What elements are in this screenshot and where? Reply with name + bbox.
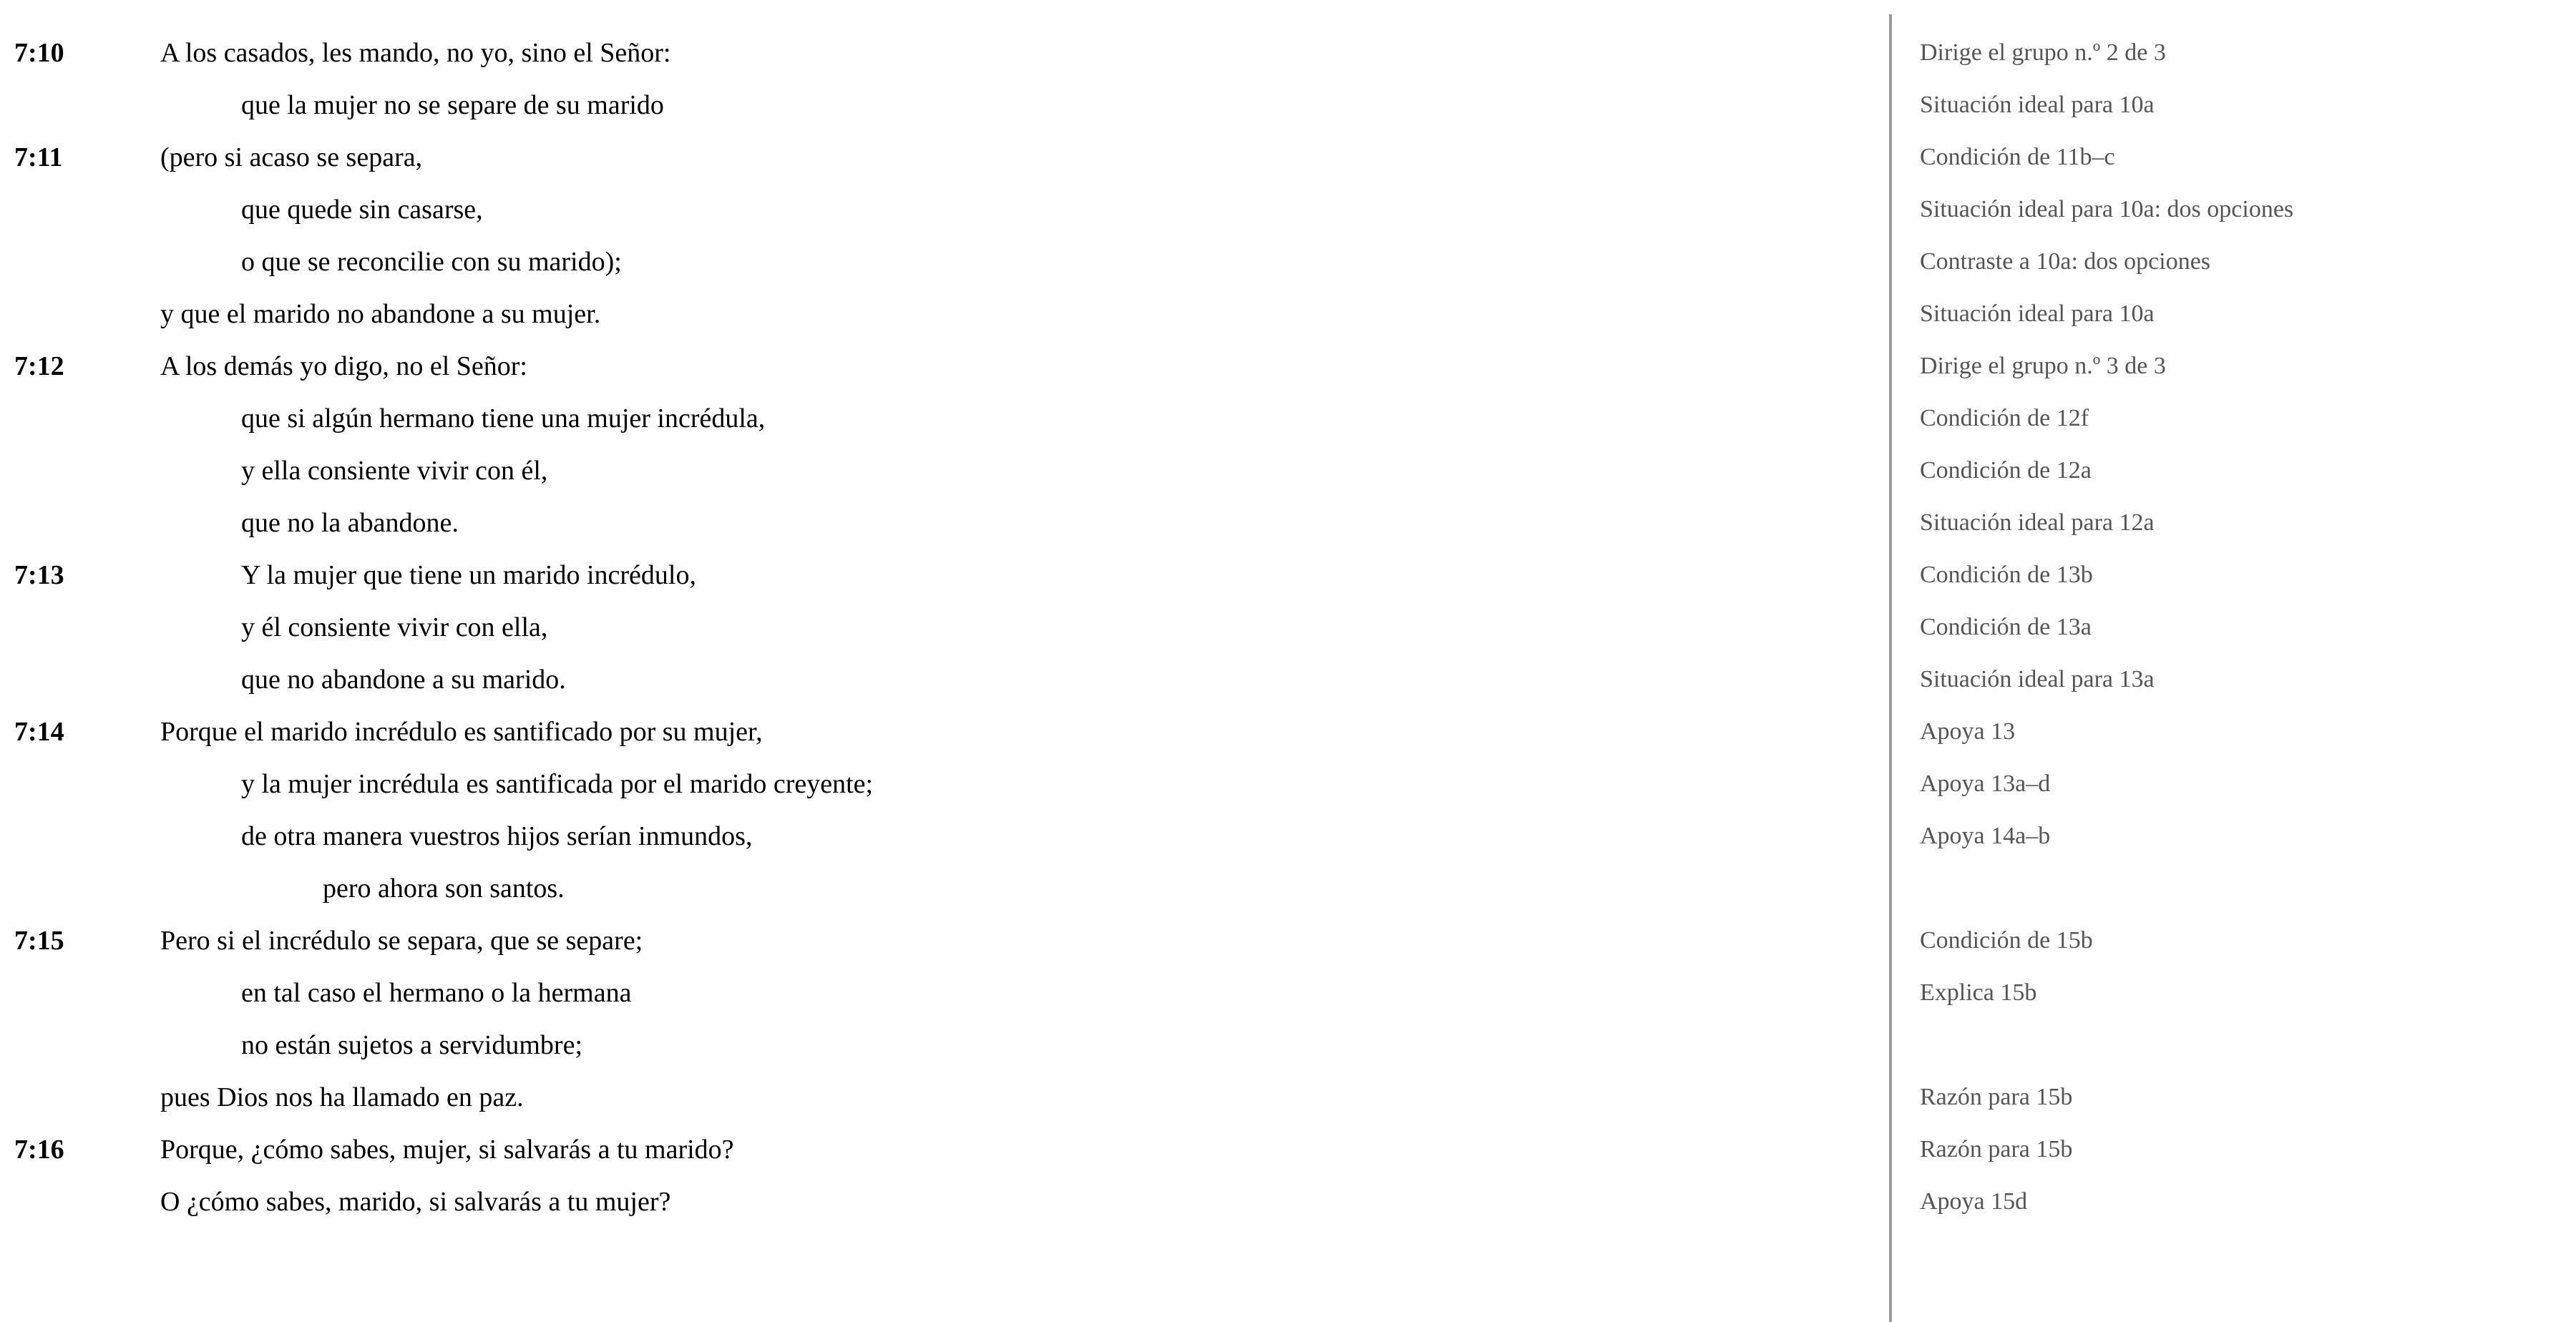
outline-row	[0, 503, 2576, 555]
verse-clause: y él consiente vivir con ella,	[241, 612, 548, 642]
verse-clause: pero ahora son santos.	[323, 873, 565, 904]
outline-row	[0, 190, 2576, 242]
clause-annotation: Apoya 15d	[1920, 1188, 2028, 1215]
verse-clause: y la mujer incrédula es santificada por el marido creyente;	[241, 769, 874, 799]
clause-annotation: Condición de 11b–c	[1920, 144, 2115, 170]
verse-clause: (pero si acaso se separa,	[160, 142, 423, 172]
outline-row	[0, 921, 2576, 973]
outline-row	[0, 33, 2576, 85]
outline-row	[0, 555, 2576, 607]
clause-annotation: Contraste a 10a: dos opciones	[1920, 248, 2211, 275]
verse-clause: y ella consiente vivir con él,	[241, 456, 548, 486]
verse-clause: Porque el marido incrédulo es santificado por su mujer,	[160, 717, 763, 747]
clause-annotation: Condición de 12f	[1920, 405, 2089, 431]
outline-row	[0, 1077, 2576, 1130]
verse-clause: que no la abandone.	[241, 508, 459, 538]
verse-clause: O ¿cómo sabes, marido, si salvarás a tu mujer?	[160, 1187, 671, 1217]
outline-row	[0, 868, 2576, 921]
verse-reference: 7:10	[14, 38, 64, 68]
clause-annotation: Razón para 15b	[1920, 1136, 2073, 1162]
clause-annotation: Condición de 13b	[1920, 562, 2093, 588]
outline-row	[0, 346, 2576, 398]
verse-clause: de otra manera vuestros hijos serían inmundos,	[241, 821, 753, 851]
outline-row	[0, 451, 2576, 503]
verse-clause: Porque, ¿cómo sabes, mujer, si salvarás a tu marido?	[160, 1135, 734, 1165]
clause-annotation: Apoya 14a–b	[1920, 823, 2051, 849]
outline-row	[0, 1130, 2576, 1182]
clause-annotation: Dirige el grupo n.º 3 de 3	[1920, 353, 2166, 379]
clause-annotation: Situación ideal para 10a	[1920, 300, 2155, 327]
verse-clause: A los casados, les mando, no yo, sino el Señor:	[160, 38, 671, 68]
verse-reference: 7:15	[14, 926, 64, 956]
verse-clause: y que el marido no abandone a su mujer.	[160, 299, 601, 329]
verse-clause: que quede sin casarse,	[241, 195, 483, 225]
verse-reference: 7:11	[14, 142, 63, 172]
outline-row	[0, 764, 2576, 816]
verse-clause: que si algún hermano tiene una mujer incrédula,	[241, 403, 766, 434]
outline-row	[0, 660, 2576, 712]
clause-annotation: Situación ideal para 12a	[1920, 509, 2155, 536]
verse-reference: 7:16	[14, 1135, 64, 1165]
clause-annotation: Condición de 12a	[1920, 457, 2092, 484]
clause-annotation: Dirige el grupo n.º 2 de 3	[1920, 39, 2166, 66]
verse-clause: que la mujer no se separe de su marido	[241, 90, 664, 120]
verse-clause: en tal caso el hermano o la hermana	[241, 978, 632, 1008]
outline-row	[0, 1182, 2576, 1234]
clause-annotation: Apoya 13a–d	[1920, 770, 2051, 797]
verse-clause: que no abandone a su marido.	[241, 665, 566, 695]
clause-annotation: Situación ideal para 10a	[1920, 92, 2155, 118]
verse-reference: 7:12	[14, 351, 64, 381]
verse-reference: 7:13	[14, 560, 64, 590]
outline-row	[0, 712, 2576, 764]
outline-row	[0, 242, 2576, 294]
clause-annotation: Explica 15b	[1920, 979, 2037, 1006]
verse-reference: 7:14	[14, 717, 64, 747]
outline-row	[0, 1025, 2576, 1077]
outline-row	[0, 607, 2576, 660]
verse-clause: o que se reconcilie con su marido);	[241, 247, 622, 277]
verse-clause: Y la mujer que tiene un marido incrédulo,	[241, 560, 696, 590]
clause-annotation: Situación ideal para 13a	[1920, 666, 2155, 692]
clause-annotation: Apoya 13	[1920, 718, 2016, 745]
outline-row	[0, 973, 2576, 1025]
verse-clause: A los demás yo digo, no el Señor:	[160, 351, 527, 381]
outline-row	[0, 137, 2576, 190]
verse-clause: no están sujetos a servidumbre;	[241, 1030, 583, 1060]
outline-row	[0, 816, 2576, 868]
clause-annotation: Condición de 15b	[1920, 927, 2093, 954]
clause-annotation: Situación ideal para 10a: dos opciones	[1920, 196, 2294, 222]
outline-row	[0, 85, 2576, 137]
outline-row	[0, 398, 2576, 451]
clause-annotation: Condición de 13a	[1920, 614, 2092, 640]
outline-row	[0, 294, 2576, 346]
verse-clause: Pero si el incrédulo se separa, que se separe;	[160, 926, 643, 956]
verse-clause: pues Dios nos ha llamado en paz.	[160, 1082, 524, 1112]
clause-annotation: Razón para 15b	[1920, 1084, 2073, 1110]
verse-outline	[0, 33, 2576, 1234]
